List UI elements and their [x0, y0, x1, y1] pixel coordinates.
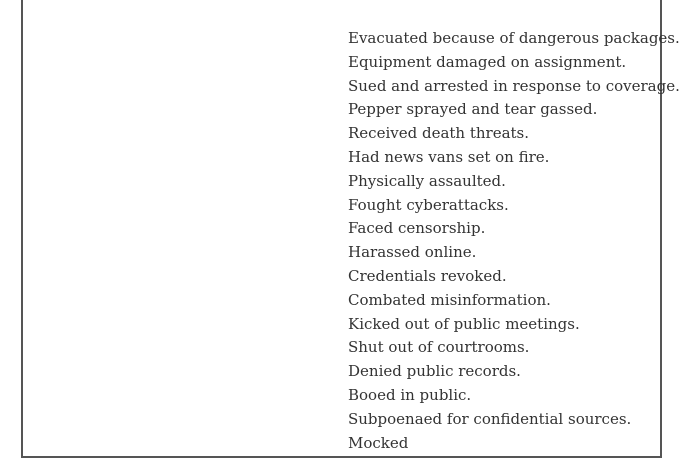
list-item: Shut out of courtrooms.	[348, 338, 530, 357]
list-item: Harassed online.	[348, 243, 477, 262]
list-item: Mocked	[348, 433, 409, 452]
hardships-list	[348, 27, 680, 455]
list-item: Sued and arrested in response to coverage.	[348, 76, 680, 95]
list-item: Received death threats.	[348, 124, 530, 143]
list-item: Fought cyberattacks.	[348, 195, 509, 214]
list-item: Combated misinformation.	[348, 290, 551, 309]
list-item: Equipment damaged on assignment.	[348, 52, 627, 71]
list-item: Physically assaulted.	[348, 171, 506, 190]
list-item: Kicked out of public meetings.	[348, 314, 580, 333]
list-item: Had news vans set on fire.	[348, 147, 550, 166]
list-item: Denied public records.	[348, 362, 521, 381]
list-item: Credentials revoked.	[348, 266, 507, 285]
list-item: Faced censorship.	[348, 219, 486, 238]
list-item: Booed in public.	[348, 385, 472, 404]
list-item: Pepper sprayed and tear gassed.	[348, 100, 598, 119]
list-item: Subpoenaed for confidential sources.	[348, 409, 632, 428]
list-item: Evacuated because of dangerous packages.	[348, 29, 680, 47]
